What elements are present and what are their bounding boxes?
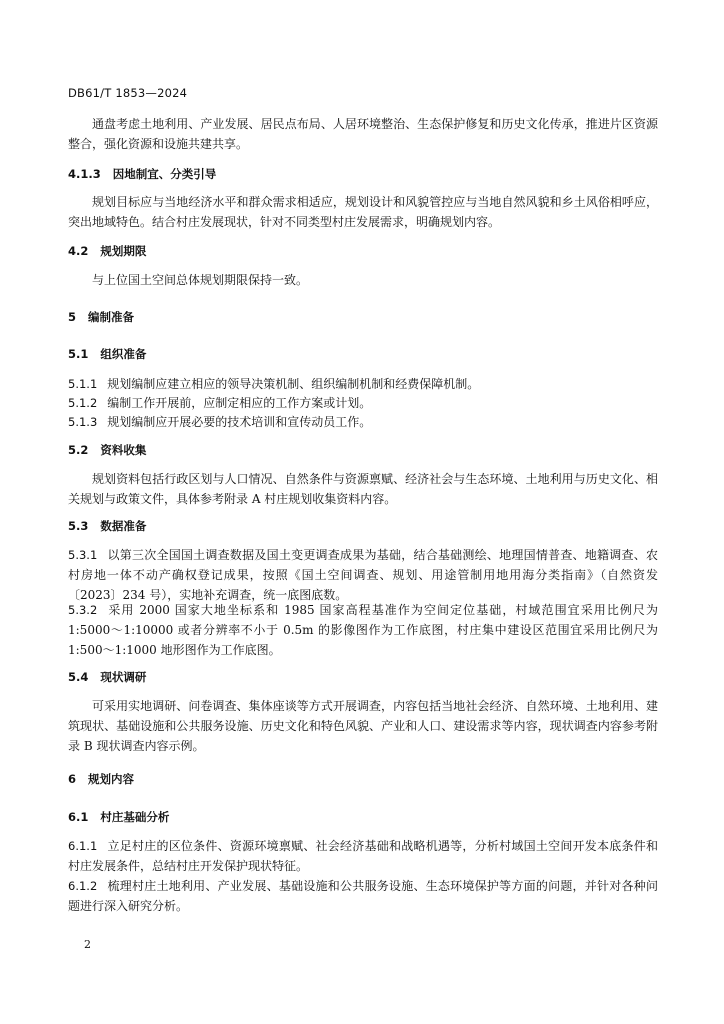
clause-number: 5.1.2 [68,396,98,410]
heading-title: 规划内容 [88,772,135,786]
heading-4-1-3 [68,165,216,183]
heading-number: 6.1 [68,810,89,824]
heading-6 [68,770,134,788]
clause-number: 5.3.2 [68,603,98,617]
heading-5-4 [68,668,146,686]
heading-title: 现状调研 [100,670,147,684]
clause-5-3-1 [68,545,658,605]
heading-title: 规划期限 [100,244,147,258]
heading-number: 4.1.3 [68,167,101,181]
heading-title: 村庄基础分析 [100,810,170,824]
clause-text: 规划编制应开展必要的技术培训和宣传动员工作。 [107,415,372,429]
clause-5-1-2 [68,393,658,413]
heading-number: 5 [68,310,77,324]
clause-text: 梳理村庄土地利用、产业发展、基础设施和公共服务设施、生态环境保护等方面的问题，并针对各种问题进行深入研究分析。 [68,879,658,913]
page-number: 2 [84,938,91,951]
heading-5-1 [68,345,146,363]
heading-number: 5.3 [68,519,89,533]
document-page [68,0,658,1024]
paragraph-5-4: 可采用实地调研、问卷调查、集体座谈等方式开展调查，内容包括当地社会经济、自然环境、土地利用、建筑现状、基础设施和公共服务设施、历史文化和特色风貌、产业和人口、建设需求等内容，现状调查内容参考附录 B 现状调查内容示例。 [68,699,658,753]
heading-title: 数据准备 [100,519,147,533]
heading-number: 4.2 [68,244,89,258]
paragraph-4-1-3: 规划目标应与当地经济水平和群众需求相适应，规划设计和风貌管控应与当地自然风貌和乡土风俗相呼应，突出地域特色。结合村庄发展现状，针对不同类型村庄发展需求，明确规划内容。 [68,195,658,229]
clause-number: 5.1.3 [68,415,98,429]
paragraph-4-2: 与上位国土空间总体规划期限保持一致。 [92,273,309,287]
clause-5-3-2 [68,600,658,660]
paragraph-4-1-2-continued: 通盘考虑土地利用、产业发展、居民点布局、人居环境整治、生态保护修复和历史文化传承，推进片区资源整合，强化资源和设施共建共享。 [68,117,658,151]
heading-4-2 [68,242,146,260]
paragraph-5-2: 规划资料包括行政区划与人口情况、自然条件与资源禀赋、经济社会与生态环境、土地利用与历史文化、相关规划与政策文件，具体参考附录 A 村庄规划收集资料内容。 [68,472,658,506]
clause-6-1-2 [68,876,658,916]
clause-text: 规划编制应建立相应的领导决策机制、组织编制机制和经费保障机制。 [107,377,480,391]
heading-title: 组织准备 [100,347,147,361]
heading-title: 资料收集 [100,443,147,457]
clause-5-1-3 [68,412,658,432]
standard-code-header: DB61/T 1853—2024 [68,86,188,100]
clause-text: 采用 2000 国家大地坐标系和 1985 国家高程基准作为空间定位基础，村域范围宜采用比例尺为 1:5000～1:10000 或者分辨率不小于 0.5m 的影像图作为工作底图，村庄集中建设区范围宜采用比例尺为 1:500～1:1000 地形图作为工作底图。 [68,603,658,657]
clause-text: 以第三次全国国土调查数据及国土变更调查成果为基础，结合基础测绘、地理国情普查、地籍调查、农村房地一体不动产确权登记成果，按照《国土空间调查、规划、用途管制用地用海分类指南》（自然资发〔2023〕234 号），实地补充调查，统一底图底数。 [68,548,658,602]
clause-text: 立足村庄的区位条件、资源环境禀赋、社会经济基础和战略机遇等，分析村域国土空间开发本底条件和村庄发展条件，总结村庄开发保护现状特征。 [68,839,658,873]
heading-number: 5.4 [68,670,89,684]
clause-number: 6.1.1 [68,839,98,853]
clause-number: 6.1.2 [68,879,98,893]
heading-title: 编制准备 [88,310,135,324]
clause-number: 5.1.1 [68,377,98,391]
heading-number: 5.2 [68,443,89,457]
clause-6-1-1 [68,836,658,876]
clause-number: 5.3.1 [68,548,98,562]
clause-5-1-1 [68,374,658,394]
heading-number: 6 [68,772,77,786]
heading-6-1 [68,808,169,826]
heading-title: 因地制宜、分类引导 [112,167,217,181]
heading-5 [68,308,134,326]
heading-5-3 [68,517,146,535]
heading-number: 5.1 [68,347,89,361]
clause-text: 编制工作开展前，应制定相应的工作方案或计划。 [107,396,372,410]
heading-5-2 [68,441,146,459]
